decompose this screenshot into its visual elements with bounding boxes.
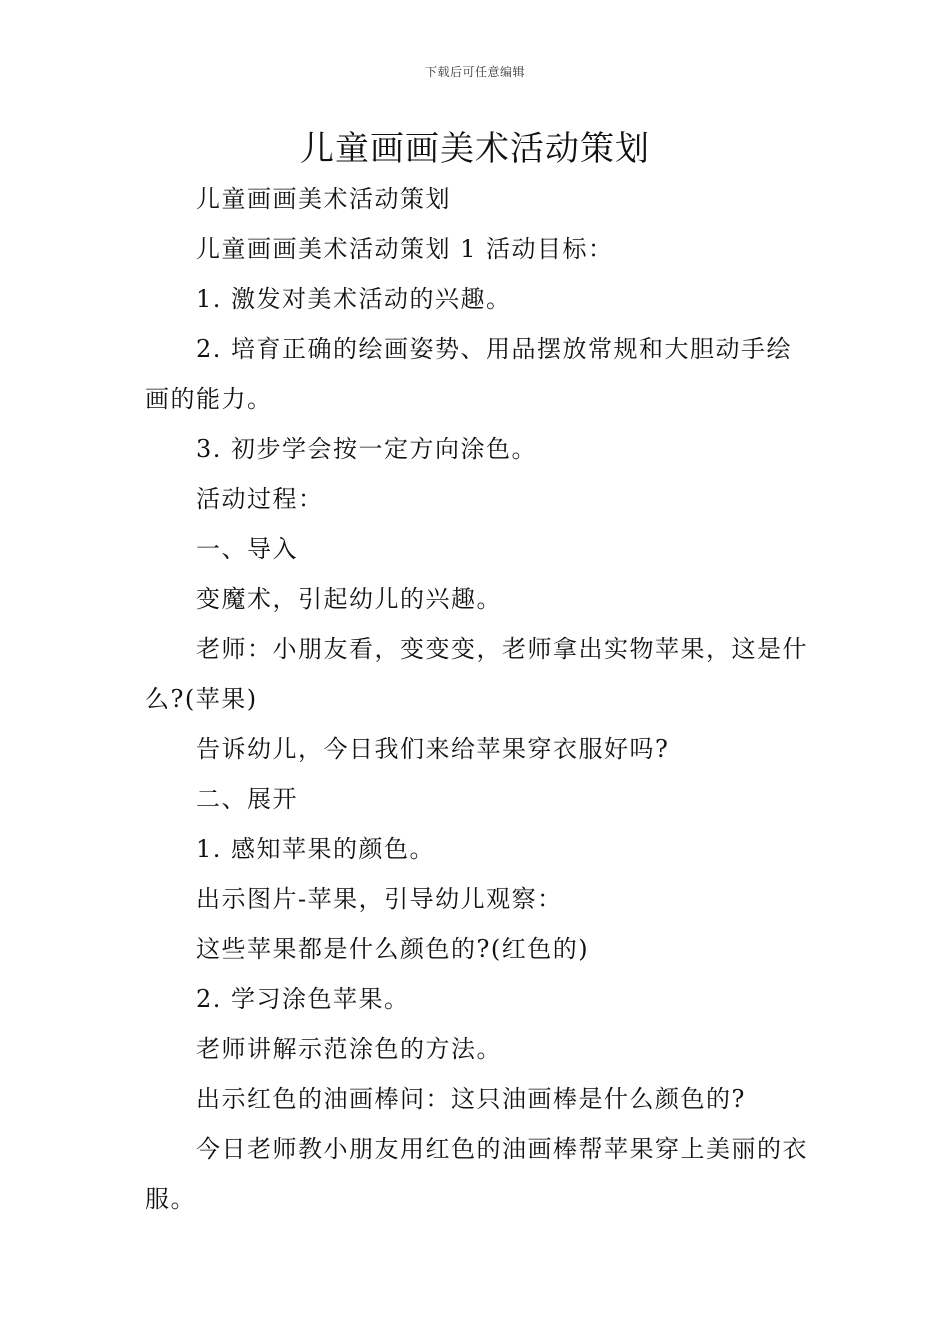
paragraph-step-2: 2. 学习涂色苹果。 (196, 985, 410, 1013)
paragraph-objective-1: 1. 激发对美术活动的兴趣。 (196, 285, 512, 313)
paragraph-objective-2: 2. 培育正确的绘画姿势、用品摆放常规和大胆动手绘画的能力。 (145, 335, 793, 413)
paragraph-objective-3: 3. 初步学会按一定方向涂色。 (196, 435, 538, 463)
header-note: 下载后可任意编辑 (424, 65, 525, 79)
paragraph-process-heading: 活动过程： (196, 485, 324, 513)
paragraph-objectives-heading: 儿童画画美术活动策划 1 活动目标： (196, 235, 614, 263)
document-title: 儿童画画美术活动策划 (300, 129, 650, 169)
document-body (145, 174, 810, 1224)
paragraph-teacher-line: 老师：小朋友看，变变变，老师拿出实物苹果，这是什么?(苹果) (145, 635, 808, 713)
paragraph-step-1: 1. 感知苹果的颜色。 (196, 835, 436, 863)
paragraph-section-develop: 二、展开 (196, 785, 298, 813)
paragraph-magic-trick: 变魔术，引起幼儿的兴趣。 (196, 585, 502, 613)
paragraph-tell-children: 告诉幼儿，今日我们来给苹果穿衣服好吗? (196, 735, 670, 763)
paragraph-crayon-question: 出示红色的油画棒问：这只油画棒是什么颜色的? (196, 1085, 746, 1113)
paragraph-show-picture: 出示图片-苹果，引导幼儿观察： (196, 885, 563, 913)
paragraph-section-intro: 一、导入 (196, 535, 298, 563)
paragraph-subtitle: 儿童画画美术活动策划 (196, 185, 451, 213)
paragraph-closing: 今日老师教小朋友用红色的油画棒帮苹果穿上美丽的衣服。 (145, 1135, 808, 1213)
paragraph-demo-method: 老师讲解示范涂色的方法。 (196, 1035, 502, 1063)
paragraph-color-question: 这些苹果都是什么颜色的?(红色的) (196, 935, 590, 963)
